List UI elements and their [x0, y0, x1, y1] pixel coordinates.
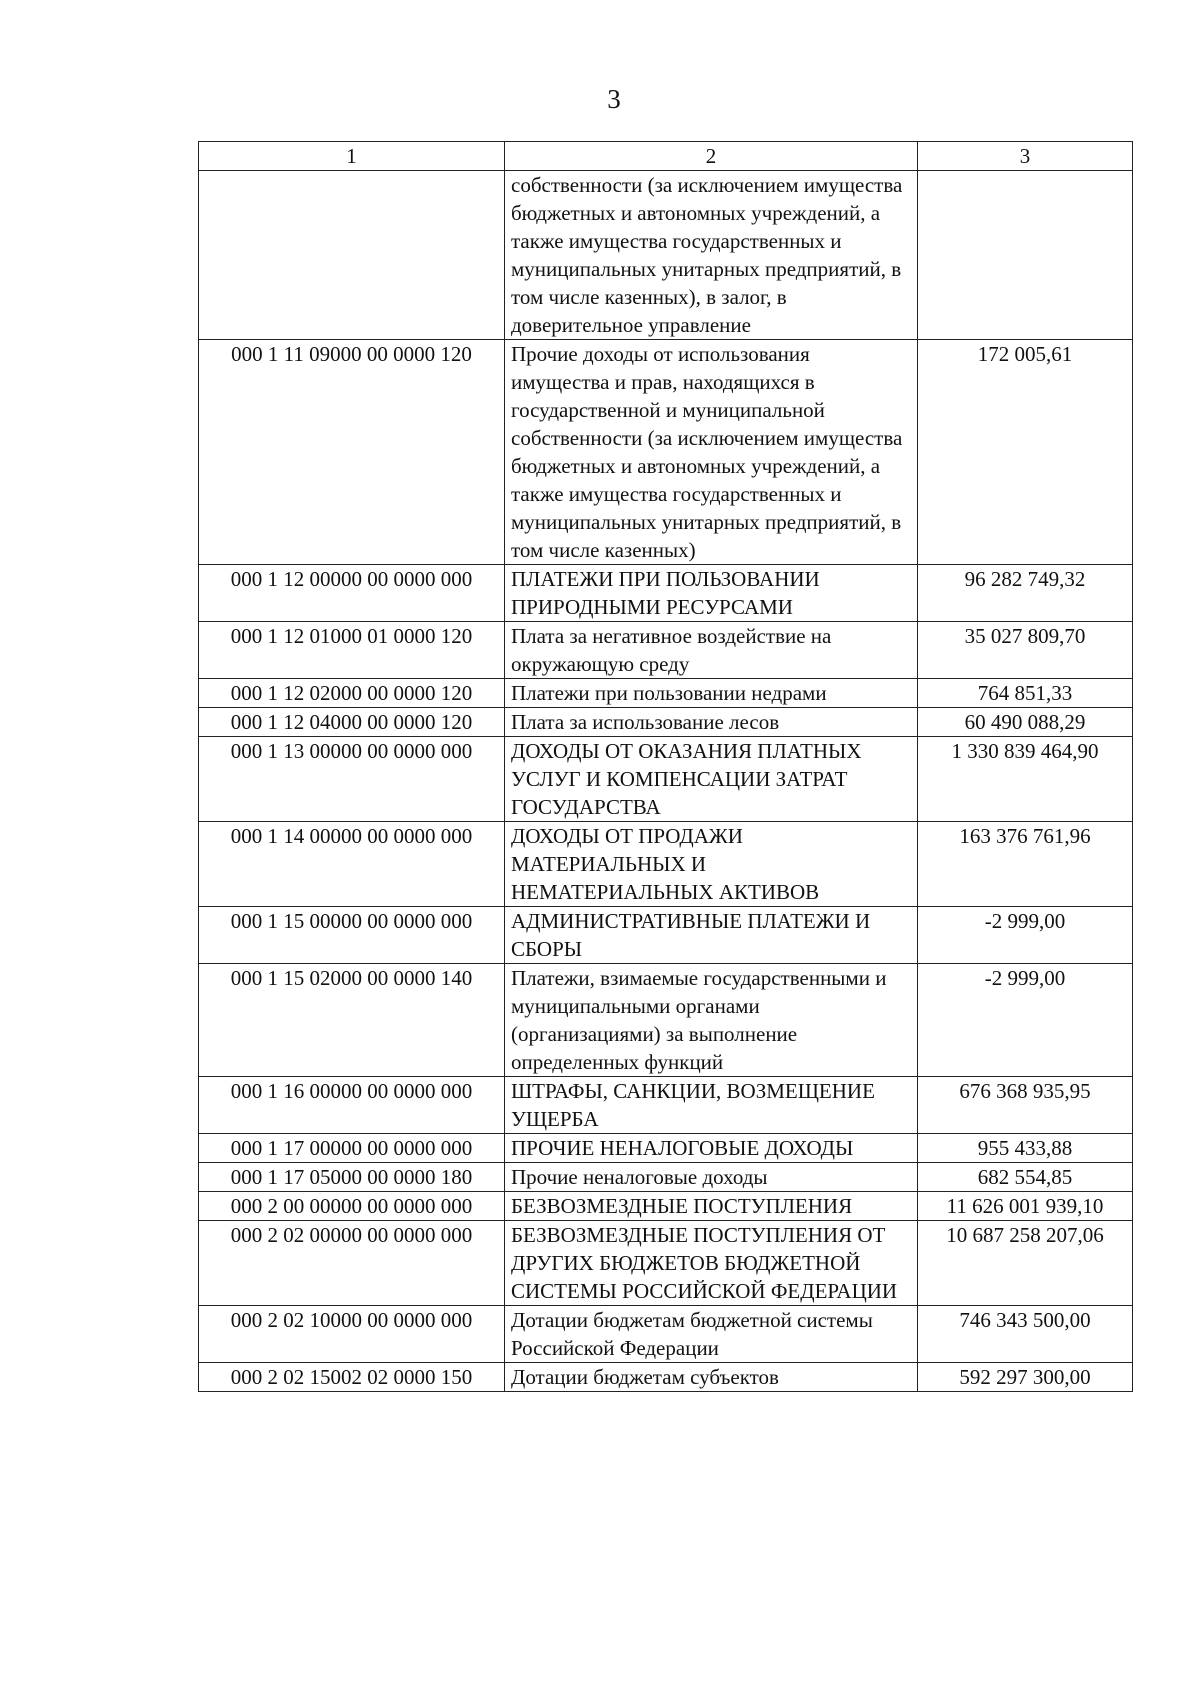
revenue-name-cell: Платежи при пользовании недрами [505, 679, 918, 708]
budget-code-cell: 000 1 12 00000 00 0000 000 [199, 565, 505, 622]
revenue-name-cell: ПРОЧИЕ НЕНАЛОГОВЫЕ ДОХОДЫ [505, 1134, 918, 1163]
revenue-name-cell: Прочие доходы от использования имущества и прав, находящихся в государственной и муниципальной собственности (за исключением имущества бюджетных и автономных учреждений, а также имущества государственных и муниципальных унитарных предприятий, в том числе казенных) [505, 340, 918, 565]
revenue-name-cell: ДОХОДЫ ОТ ПРОДАЖИ МАТЕРИАЛЬНЫХ И НЕМАТЕРИАЛЬНЫХ АКТИВОВ [505, 822, 918, 907]
amount-cell: 746 343 500,00 [918, 1306, 1133, 1363]
table-row [199, 1134, 1133, 1163]
amount-cell: 592 297 300,00 [918, 1363, 1133, 1392]
amount-cell: 10 687 258 207,06 [918, 1221, 1133, 1306]
budget-code-cell [199, 171, 505, 340]
column-header-3: 3 [918, 142, 1133, 171]
amount-cell: -2 999,00 [918, 907, 1133, 964]
amount-cell: 676 368 935,95 [918, 1077, 1133, 1134]
budget-code-cell: 000 1 15 02000 00 0000 140 [199, 964, 505, 1077]
table-row [199, 1077, 1133, 1134]
amount-cell: 172 005,61 [918, 340, 1133, 565]
table-row [199, 171, 1133, 340]
table-row [199, 1306, 1133, 1363]
budget-code-cell: 000 1 16 00000 00 0000 000 [199, 1077, 505, 1134]
revenue-name-cell: АДМИНИСТРАТИВНЫЕ ПЛАТЕЖИ И СБОРЫ [505, 907, 918, 964]
amount-cell: 60 490 088,29 [918, 708, 1133, 737]
page-number: 3 [607, 84, 621, 114]
revenue-name-cell: Плата за использование лесов [505, 708, 918, 737]
table-header-row [199, 142, 1133, 171]
table-row [199, 964, 1133, 1077]
table-row [199, 708, 1133, 737]
amount-cell: 1 330 839 464,90 [918, 737, 1133, 822]
budget-code-cell: 000 1 15 00000 00 0000 000 [199, 907, 505, 964]
table-row [199, 1192, 1133, 1221]
revenue-name-cell: Дотации бюджетам бюджетной системы Российской Федерации [505, 1306, 918, 1363]
budget-code-cell: 000 1 13 00000 00 0000 000 [199, 737, 505, 822]
amount-cell: 11 626 001 939,10 [918, 1192, 1133, 1221]
budget-code-cell: 000 2 02 00000 00 0000 000 [199, 1221, 505, 1306]
revenue-name-cell: Платежи, взимаемые государственными и муниципальными органами (организациями) за выполнение определенных функций [505, 964, 918, 1077]
amount-cell: 955 433,88 [918, 1134, 1133, 1163]
amount-cell: 163 376 761,96 [918, 822, 1133, 907]
budget-code-cell: 000 2 02 15002 02 0000 150 [199, 1363, 505, 1392]
revenue-name-cell: ШТРАФЫ, САНКЦИИ, ВОЗМЕЩЕНИЕ УЩЕРБА [505, 1077, 918, 1134]
amount-cell: 764 851,33 [918, 679, 1133, 708]
budget-code-cell: 000 1 12 04000 00 0000 120 [199, 708, 505, 737]
revenue-name-cell: ПЛАТЕЖИ ПРИ ПОЛЬЗОВАНИИ ПРИРОДНЫМИ РЕСУРСАМИ [505, 565, 918, 622]
budget-code-cell: 000 1 17 05000 00 0000 180 [199, 1163, 505, 1192]
revenue-name-cell: собственности (за исключением имущества бюджетных и автономных учреждений, а также имущества государственных и муниципальных унитарных предприятий, в том числе казенных), в залог, в доверительное управление [505, 171, 918, 340]
table-row [199, 737, 1133, 822]
revenue-table [198, 141, 1133, 1392]
revenue-name-cell: Прочие неналоговые доходы [505, 1163, 918, 1192]
budget-code-cell: 000 2 00 00000 00 0000 000 [199, 1192, 505, 1221]
revenue-name-cell: Плата за негативное воздействие на окружающую среду [505, 622, 918, 679]
table-row [199, 622, 1133, 679]
revenue-name-cell: ДОХОДЫ ОТ ОКАЗАНИЯ ПЛАТНЫХ УСЛУГ И КОМПЕНСАЦИИ ЗАТРАТ ГОСУДАРСТВА [505, 737, 918, 822]
table-row [199, 1221, 1133, 1306]
table-row [199, 822, 1133, 907]
revenue-name-cell: БЕЗВОЗМЕЗДНЫЕ ПОСТУПЛЕНИЯ ОТ ДРУГИХ БЮДЖЕТОВ БЮДЖЕТНОЙ СИСТЕМЫ РОССИЙСКОЙ ФЕДЕРАЦИИ [505, 1221, 918, 1306]
revenue-name-cell: Дотации бюджетам субъектов [505, 1363, 918, 1392]
table-row [199, 907, 1133, 964]
budget-code-cell: 000 1 12 02000 00 0000 120 [199, 679, 505, 708]
column-header-2: 2 [505, 142, 918, 171]
table-row [199, 1163, 1133, 1192]
amount-cell: 96 282 749,32 [918, 565, 1133, 622]
revenue-name-cell: БЕЗВОЗМЕЗДНЫЕ ПОСТУПЛЕНИЯ [505, 1192, 918, 1221]
budget-code-cell: 000 1 14 00000 00 0000 000 [199, 822, 505, 907]
table-row [199, 340, 1133, 565]
table-body [199, 171, 1133, 1392]
table-row [199, 1363, 1133, 1392]
budget-code-cell: 000 1 12 01000 01 0000 120 [199, 622, 505, 679]
column-header-1: 1 [199, 142, 505, 171]
amount-cell: 682 554,85 [918, 1163, 1133, 1192]
amount-cell: -2 999,00 [918, 964, 1133, 1077]
amount-cell [918, 171, 1133, 340]
table-row [199, 679, 1133, 708]
budget-code-cell: 000 1 17 00000 00 0000 000 [199, 1134, 505, 1163]
budget-code-cell: 000 2 02 10000 00 0000 000 [199, 1306, 505, 1363]
budget-code-cell: 000 1 11 09000 00 0000 120 [199, 340, 505, 565]
amount-cell: 35 027 809,70 [918, 622, 1133, 679]
table-row [199, 565, 1133, 622]
